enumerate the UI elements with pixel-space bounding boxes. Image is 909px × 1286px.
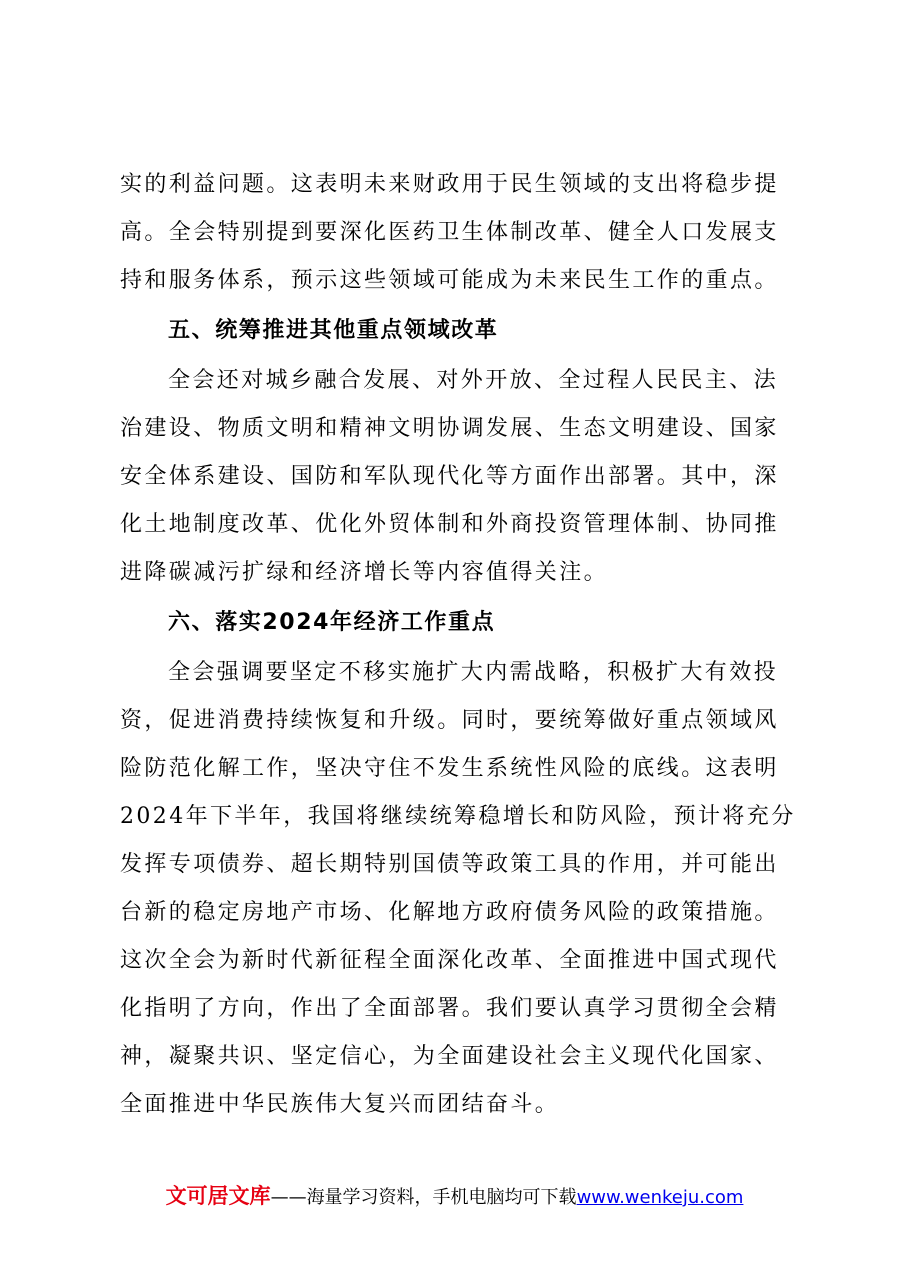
body-line: 这次全会为新时代新征程全面深化改革、全面推进中国式现代	[120, 948, 779, 973]
body-line: 高。全会特别提到要深化医药卫生体制改革、健全人口发展支	[120, 220, 779, 245]
paragraph-first-line: 全会强调要坚定不移实施扩大内需战略，积极扩大有效投	[168, 660, 779, 685]
section-heading-5: 五、统筹推进其他重点领域改革	[168, 318, 499, 343]
body-line: 全面推进中华民族伟大复兴而团结奋斗。	[120, 1092, 560, 1117]
section-heading-6: 六、落实2024年经济工作重点	[168, 610, 496, 635]
footer-website-link[interactable]: www.wenkeju.com	[576, 1187, 744, 1208]
footer-dash: ——	[270, 1187, 307, 1208]
body-line: 险防范化解工作，坚决守住不发生系统性风险的底线。这表明	[120, 756, 779, 781]
body-line: 持和服务体系，预示这些领域可能成为未来民生工作的重点。	[120, 268, 779, 293]
body-line: 进降碳减污扩绿和经济增长等内容值得关注。	[120, 560, 609, 585]
body-line: 神，凝聚共识、坚定信心，为全面建设社会主义现代化国家、	[120, 1044, 779, 1069]
body-line: 台新的稳定房地产市场、化解地方政府债务风险的政策措施。	[120, 900, 779, 925]
paragraph-first-line: 全会还对城乡融合发展、对外开放、全过程人民民主、法	[168, 368, 779, 393]
body-line: 治建设、物质文明和精神文明协调发展、生态文明建设、国家	[120, 416, 779, 441]
footer-banner	[0, 1182, 909, 1212]
body-line: 实的利益问题。这表明未来财政用于民生领域的支出将稳步提	[120, 172, 779, 197]
body-line: 化指明了方向，作出了全面部署。我们要认真学习贯彻全会精	[120, 996, 779, 1021]
body-line: 化土地制度改革、优化外贸体制和外商投资管理体制、协同推	[120, 512, 779, 537]
body-line: 资，促进消费持续恢复和升级。同时，要统筹做好重点领域风	[120, 708, 779, 733]
footer-description: 海量学习资料，手机电脑均可下载	[306, 1187, 577, 1208]
body-line: 2024年下半年，我国将继续统筹稳增长和防风险，预计将充分	[120, 804, 796, 829]
footer-brand: 文可居文库	[165, 1184, 271, 1208]
body-line: 安全体系建设、国防和军队现代化等方面作出部署。其中，深	[120, 464, 779, 489]
body-line: 发挥专项债券、超长期特别国债等政策工具的作用，并可能出	[120, 852, 779, 877]
